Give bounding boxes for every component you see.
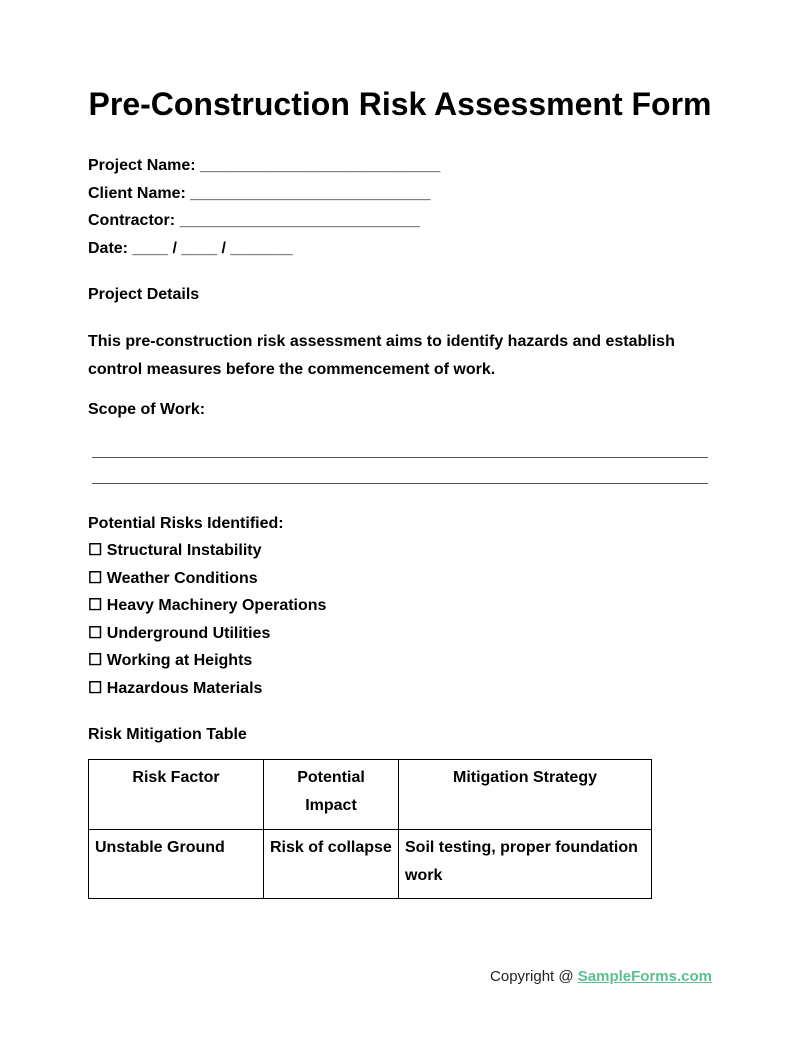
page-title: Pre-Construction Risk Assessment Form <box>88 86 712 122</box>
risk-label: Heavy Machinery Operations <box>106 597 327 615</box>
field-blank[interactable]: ___________________________ <box>200 157 441 174</box>
checkbox-icon[interactable]: ☐ <box>88 569 103 587</box>
contractor-field[interactable] <box>88 211 420 231</box>
description: This pre-construction risk assessment aims to identify hazards and establish control measures before the commencement of work. <box>88 333 675 378</box>
scope-line-2[interactable] <box>92 483 708 484</box>
table-heading: Risk Mitigation Table <box>88 726 247 743</box>
scope-heading: Scope of Work: <box>88 401 206 418</box>
project-name-field[interactable] <box>88 156 440 176</box>
risk-label: Weather Conditions <box>106 569 258 587</box>
checkbox-icon[interactable]: ☐ <box>88 680 103 697</box>
client-name-field[interactable] <box>88 184 431 204</box>
checkbox-icon[interactable]: ☐ <box>88 542 103 559</box>
checkbox-icon[interactable]: ☐ <box>88 597 103 615</box>
risk-checkbox-item[interactable] <box>88 624 270 644</box>
copyright-text: Copyright @ <box>490 968 574 985</box>
risk-checkbox-item[interactable] <box>88 569 258 589</box>
header-mitigation-strategy: Mitigation Strategy <box>399 760 652 830</box>
table-header-row <box>89 760 652 830</box>
footer <box>490 968 712 985</box>
cell-potential-impact: Risk of collapse <box>264 830 399 899</box>
risk-mitigation-table <box>88 759 652 899</box>
header-potential-impact: Potential Impact <box>264 760 399 830</box>
risk-checkbox-item[interactable] <box>88 596 326 616</box>
risk-label: Structural Instability <box>106 542 262 559</box>
sampleforms-link[interactable]: SampleForms.com <box>577 968 712 985</box>
risks-heading: Potential Risks Identified: <box>88 515 284 532</box>
field-blank[interactable]: ___________________________ <box>190 185 431 202</box>
scope-line-1[interactable] <box>92 457 708 458</box>
risk-checkbox-item[interactable] <box>88 679 262 699</box>
header-risk-factor: Risk Factor <box>89 760 264 830</box>
risk-label: Hazardous Materials <box>106 680 263 697</box>
checkbox-icon[interactable]: ☐ <box>88 624 103 642</box>
field-label: Project Name: <box>88 157 196 174</box>
field-blank[interactable]: ____ / ____ / _______ <box>132 240 293 257</box>
date-field[interactable] <box>88 239 293 259</box>
field-label: Client Name: <box>88 185 186 202</box>
risk-checkbox-item[interactable] <box>88 541 262 561</box>
field-label: Contractor: <box>88 212 176 229</box>
checkbox-icon[interactable]: ☐ <box>88 652 103 670</box>
project-details-heading: Project Details <box>88 286 200 303</box>
cell-mitigation-strategy: Soil testing, proper foundation work <box>399 830 652 899</box>
risk-label: Underground Utilities <box>106 624 271 642</box>
table-row <box>89 830 652 899</box>
field-label: Date: <box>88 240 129 257</box>
risk-label: Working at Heights <box>106 652 253 670</box>
risk-checkbox-item[interactable] <box>88 651 252 671</box>
cell-risk-factor: Unstable Ground <box>89 830 264 899</box>
field-blank[interactable]: ___________________________ <box>179 212 420 229</box>
